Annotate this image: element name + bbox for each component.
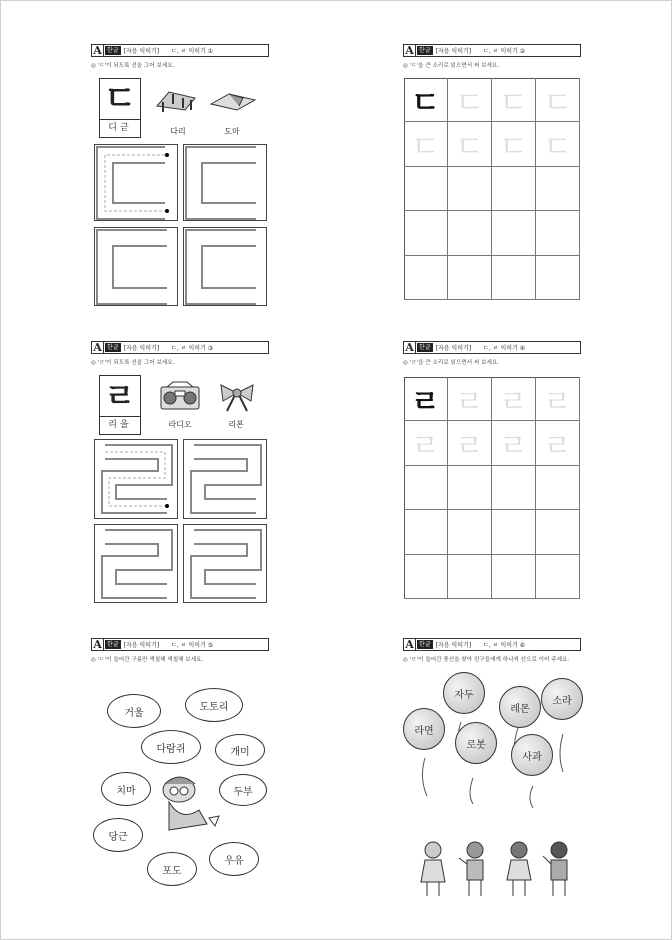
cloud[interactable]: 당근	[93, 818, 143, 852]
panel-header	[91, 341, 269, 354]
cloud[interactable]: 개미	[215, 734, 265, 766]
balloon[interactable]: 라면	[403, 708, 445, 750]
trace-box-4[interactable]	[183, 524, 267, 603]
trace-box-2[interactable]	[183, 439, 267, 519]
instruction: ◎ 'ㄹ'을 큰 소리로 읽으면서 써 보세요.	[403, 358, 499, 366]
grid-cell[interactable]	[536, 466, 580, 510]
badge-a: A	[404, 639, 416, 650]
word-dari: 다리	[170, 127, 186, 136]
grid-cell[interactable]: ㄷ	[492, 78, 536, 122]
grid-cell[interactable]: ㄷ	[404, 122, 448, 166]
badge-a: A	[92, 45, 104, 56]
grid-cell[interactable]	[404, 510, 448, 554]
panel-header	[403, 638, 581, 651]
grid-cell[interactable]: ㄹ	[404, 421, 448, 465]
panel-title: ㄷ, ㄹ 익히기 ⑤	[171, 642, 214, 649]
instruction: ◎ 'ㄹ'이 들어간 풍선을 찾아 친구들에게 하나씩 선으로 이어 주세요.	[403, 655, 569, 663]
grid-cell[interactable]: ㄷ	[536, 78, 580, 122]
cloud[interactable]: 우유	[209, 842, 259, 876]
balloon[interactable]: 레몬	[499, 686, 541, 728]
panel-1	[91, 44, 269, 306]
grid-cell[interactable]: ㄷ	[404, 78, 448, 122]
panel-6	[403, 638, 581, 898]
panel-title: ㄷ, ㄹ 익히기 ④	[483, 345, 526, 352]
instruction: ◎ 'ㄷ'이 들어간 구름만 색칠해 색칠해 보세요.	[91, 655, 203, 663]
panel-title: ㄷ, ㄹ 익히기 ③	[171, 345, 214, 352]
panel-header	[403, 341, 581, 354]
section-label: [자음 익히기]	[435, 642, 472, 649]
subject-tag: 한글	[419, 344, 431, 351]
trace-box-1[interactable]	[94, 144, 178, 221]
grid-cell[interactable]: ㄹ	[448, 377, 492, 421]
grid-cell[interactable]	[404, 466, 448, 510]
trace-box-2[interactable]	[183, 144, 267, 221]
big-letter: ㄹ	[104, 377, 136, 415]
grid-cell[interactable]: ㄷ	[492, 122, 536, 166]
boy-illustration	[149, 774, 223, 836]
panel-header	[91, 638, 269, 651]
grid-cell[interactable]	[492, 256, 536, 300]
panel-title: ㄷ, ㄹ 익히기 ⑥	[483, 642, 526, 649]
balloon[interactable]: 사과	[511, 734, 553, 776]
panel-2	[403, 44, 581, 302]
cloud[interactable]: 두부	[219, 774, 267, 806]
grid-cell[interactable]	[536, 211, 580, 255]
panel-3	[91, 341, 269, 603]
panel-5	[91, 638, 269, 898]
section-label: [자음 익히기]	[435, 48, 472, 55]
letter-name: 리을	[100, 416, 140, 434]
panel-header	[403, 44, 581, 57]
grid-cell[interactable]	[536, 256, 580, 300]
writing-grid	[404, 377, 580, 599]
cloud[interactable]: 도토리	[185, 688, 243, 722]
balloon[interactable]: 로봇	[455, 722, 497, 764]
grid-cell[interactable]	[404, 256, 448, 300]
instruction: ◎ 'ㄹ'이 되도록 선을 그어 보세요.	[91, 358, 174, 366]
cloud[interactable]: 다람쥐	[141, 730, 201, 764]
grid-cell[interactable]	[492, 510, 536, 554]
trace-box-3[interactable]	[94, 524, 178, 603]
section-label: [자음 익히기]	[123, 345, 160, 352]
badge-a: A	[404, 342, 416, 353]
badge-a: A	[92, 639, 104, 650]
badge-a: A	[404, 45, 416, 56]
trace-box-3[interactable]	[94, 227, 178, 306]
section-label: [자음 익히기]	[123, 642, 160, 649]
subject-tag: 한글	[107, 47, 119, 54]
grid-cell[interactable]	[536, 167, 580, 211]
grid-cell[interactable]: ㄷ	[448, 122, 492, 166]
subject-tag: 한글	[419, 641, 431, 648]
panel-title: ㄷ, ㄹ 익히기 ②	[483, 48, 526, 55]
ribbon-icon	[217, 381, 257, 413]
radio-icon	[159, 381, 201, 411]
grid-cell[interactable]	[448, 555, 492, 599]
grid-cell[interactable]: ㄹ	[492, 377, 536, 421]
panel-header	[91, 44, 269, 57]
cloud[interactable]: 포도	[147, 852, 197, 886]
balloon[interactable]: 소라	[541, 678, 583, 720]
section-label: [자음 익히기]	[123, 48, 160, 55]
grid-cell[interactable]	[536, 510, 580, 554]
letter-name: 디귿	[100, 119, 140, 137]
grid-cell[interactable]: ㄹ	[448, 421, 492, 465]
cloud[interactable]: 치마	[101, 772, 151, 806]
subject-tag: 한글	[107, 641, 119, 648]
big-letter: ㄷ	[103, 79, 137, 119]
word-ribbon: 리본	[228, 420, 244, 429]
grid-cell[interactable]	[448, 211, 492, 255]
cutting-board-icon	[209, 86, 257, 114]
subject-tag: 한글	[107, 344, 119, 351]
letter-card	[99, 375, 141, 435]
grid-cell[interactable]: ㄷ	[536, 122, 580, 166]
children-illustration	[415, 838, 575, 900]
grid-cell[interactable]: ㄹ	[492, 421, 536, 465]
word-doma: 도마	[224, 127, 240, 136]
subject-tag: 한글	[419, 47, 431, 54]
bridge-icon	[155, 84, 201, 114]
badge-a: A	[92, 342, 104, 353]
letter-card	[99, 78, 141, 138]
grid-cell[interactable]	[492, 211, 536, 255]
grid-cell[interactable]	[448, 510, 492, 554]
grid-cell[interactable]	[492, 167, 536, 211]
grid-cell[interactable]	[404, 555, 448, 599]
grid-cell[interactable]	[536, 555, 580, 599]
panel-title: ㄷ, ㄹ 익히기 ①	[171, 48, 214, 55]
grid-cell[interactable]	[448, 167, 492, 211]
trace-box-1[interactable]	[94, 439, 178, 519]
grid-cell[interactable]	[492, 466, 536, 510]
writing-grid	[404, 78, 580, 300]
grid-cell[interactable]	[404, 211, 448, 255]
instruction: ◎ 'ㄷ'을 큰 소리로 읽으면서 써 보세요.	[403, 61, 499, 69]
panel-4	[403, 341, 581, 599]
word-radio: 라디오	[168, 420, 192, 429]
grid-cell[interactable]	[404, 167, 448, 211]
balloon[interactable]: 자두	[443, 672, 485, 714]
grid-cell[interactable]: ㄷ	[448, 78, 492, 122]
section-label: [자음 익히기]	[435, 345, 472, 352]
trace-box-4[interactable]	[183, 227, 267, 306]
grid-cell[interactable]	[492, 555, 536, 599]
instruction: ◎ 'ㄷ'이 되도록 선을 그어 보세요.	[91, 61, 174, 69]
grid-cell[interactable]	[448, 256, 492, 300]
cloud[interactable]: 거울	[107, 694, 161, 728]
grid-cell[interactable]: ㄹ	[536, 377, 580, 421]
grid-cell[interactable]	[448, 466, 492, 510]
grid-cell[interactable]: ㄹ	[536, 421, 580, 465]
grid-cell[interactable]: ㄹ	[404, 377, 448, 421]
